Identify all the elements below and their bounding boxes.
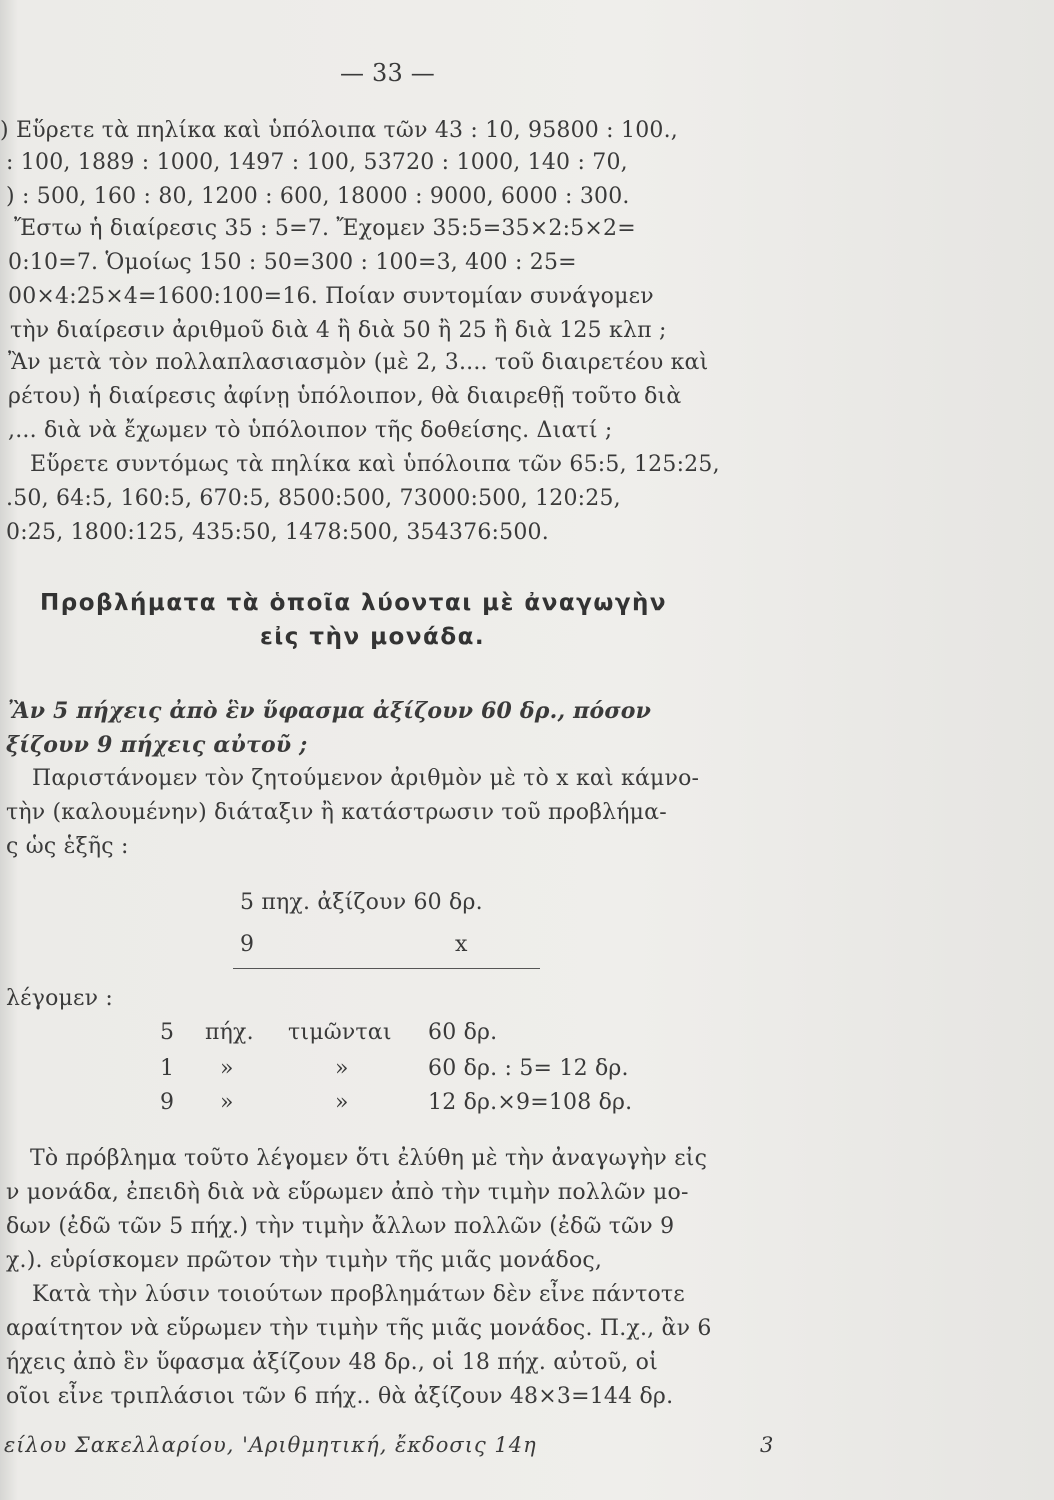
solution-unit: » [220,1056,234,1081]
legomen-label: λέγομεν : [6,986,114,1011]
exercise-line: : 100, 1889 : 1000, 1497 : 100, 53720 : 1000, 140 : 70, [6,150,628,175]
page-number: — 33 — [340,59,435,87]
conclusion-line: οῖοι εἶνε τριπλάσιοι τῶν 6 πήχ.. θὰ ἀξίζουν 48×3=144 δρ. [6,1384,674,1409]
exercise-line: τὴν διαίρεσιν ἀριθμοῦ διὰ 4 ἢ διὰ 50 ἢ 25 ἢ διὰ 125 κλπ ; [10,318,667,343]
layout-divider [233,968,540,969]
layout-row-right: x [455,932,468,957]
solution-unit: πήχ. [205,1020,254,1045]
footer-signature-number: 3 [760,1433,775,1457]
exercise-line: ) : 500, 160 : 80, 1200 : 600, 18000 : 9000, 6000 : 300. [6,184,630,209]
exercise-line: 0:10=7. Ὁμοίως 150 : 50=300 : 100=3, 400 : 25= [8,250,577,275]
conclusion-line: χ.). εὑρίσκομεν πρῶτον τὴν τιμὴν τῆς μιᾶς μονάδος, [6,1248,603,1273]
exercise-line: Εὕρετε συντόμως τὰ πηλίκα καὶ ὑπόλοιπα τῶν 65:5, 125:25, [30,452,720,477]
exercise-line: Ἔστω ἡ διαίρεσις 35 : 5=7. Ἔχομεν 35:5=35×2:5×2= [14,216,636,241]
conclusion-line: ήχεις ἀπὸ ἓν ὕφασμα ἀξίζουν 48 δρ., οἱ 18 πήχ. αὐτοῦ, οἱ [6,1350,658,1375]
conclusion-line: αραίτητον νὰ εὕρωμεν τὴν τιμὴν τῆς μιᾶς μονάδος. Π.χ., ἂν 6 [6,1316,712,1341]
explanation-line: ς ὡς ἑξῆς : [6,834,129,859]
conclusion-line: δων (ἐδῶ τῶν 5 πήχ.) τὴν τιμὴν ἄλλων πολλῶν (ἐδῶ τῶν 9 [6,1214,675,1239]
section-heading: εἰς τὴν μονάδα. [260,624,486,650]
solution-num: 5 [160,1020,175,1045]
solution-value: 60 δρ. : 5= 12 δρ. [428,1056,629,1081]
exercise-line: ρέτου) ἡ διαίρεσις ἀφίνῃ ὑπόλοιπον, θὰ διαιρεθῇ τοῦτο διὰ [8,384,682,409]
conclusion-line: Τὸ πρόβλημα τοῦτο λέγομεν ὅτι ἐλύθη μὲ τὴν ἀναγωγὴν εἰς [30,1146,708,1171]
footer-citation: είλου Σακελλαρίου, 'Αριθμητική, ἔκδοσις 14η [4,1433,537,1457]
section-heading: Προβλήματα τὰ ὁποῖα λύονται μὲ ἀναγωγὴν [40,590,668,616]
layout-row: 5 πηχ. ἀξίζουν 60 δρ. [240,890,483,915]
conclusion-line: Κατὰ τὴν λύσιν τοιούτων προβλημάτων δὲν εἶνε πάντοτε [32,1282,685,1307]
problem-statement: Ἂν 5 πήχεις ἀπὸ ἓν ὕφασμα ἀξίζουν 60 δρ., πόσον [8,698,652,724]
exercise-line: 00×4:25×4=1600:100=16. Ποίαν συντομίαν συνάγομεν [8,284,654,309]
solution-verb: » [335,1090,349,1115]
solution-verb: τιμῶνται [288,1020,392,1045]
explanation-line: τὴν (καλουμένην) διάταξιν ἢ κατάστρωσιν τοῦ προβλήμα- [6,800,667,825]
solution-num: 9 [160,1090,175,1115]
explanation-line: Παριστάνομεν τὸν ζητούμενον ἀριθμὸν μὲ τὸ x καὶ κάμνο- [32,766,700,791]
conclusion-line: ν μονάδα, ἐπειδὴ διὰ νὰ εὕρωμεν ἀπὸ τὴν τιμὴν πολλῶν μο- [6,1180,689,1205]
solution-num: 1 [160,1056,175,1081]
exercise-line: ,... διὰ νὰ ἔχωμεν τὸ ὑπόλοιπον τῆς δοθείσης. Διατί ; [8,418,613,443]
solution-verb: » [335,1056,349,1081]
layout-row-left: 9 [240,932,255,957]
exercise-line: Ἂν μετὰ τὸν πολλαπλασιασμὸν (μὲ 2, 3.... τοῦ διαιρετέου καὶ [8,350,709,375]
solution-value: 12 δρ.×9=108 δρ. [428,1090,633,1115]
solution-value: 60 δρ. [428,1020,498,1045]
exercise-line: 0:25, 1800:125, 435:50, 1478:500, 354376:500. [6,520,549,545]
problem-statement: ξίζουν 9 πήχεις αὐτοῦ ; [6,732,308,758]
exercise-line: ) Εὕρετε τὰ πηλίκα καὶ ὑπόλοιπα τῶν 43 : 10, 95800 : 100., [0,118,678,143]
exercise-line: .50, 64:5, 160:5, 670:5, 8500:500, 73000:500, 120:25, [6,486,621,511]
solution-unit: » [220,1090,234,1115]
